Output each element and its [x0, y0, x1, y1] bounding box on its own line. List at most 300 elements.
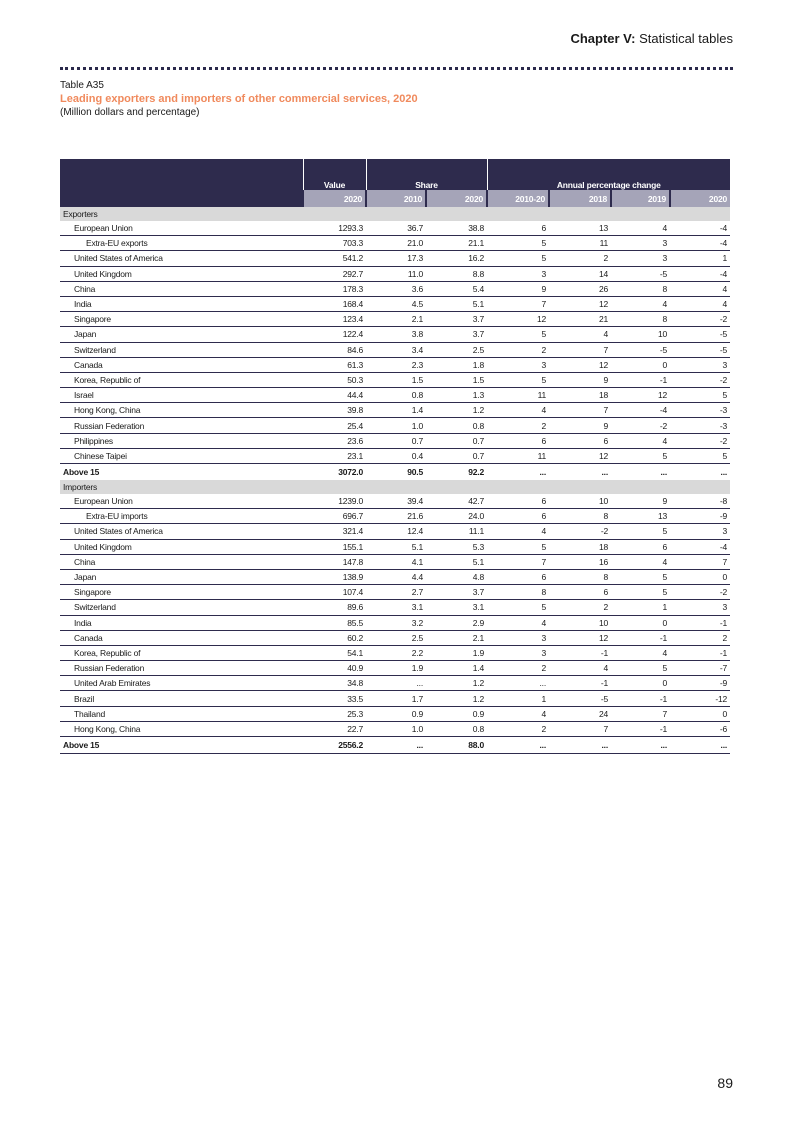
cell-value: 2 [549, 251, 611, 266]
cell-value: 3 [670, 600, 730, 615]
cell-value: 26 [549, 281, 611, 296]
subheader-blank [60, 190, 303, 207]
cell-value: 4.5 [366, 296, 426, 311]
total-value: 3072.0 [303, 464, 366, 481]
cell-value: -2 [670, 585, 730, 600]
cell-value: 9 [549, 372, 611, 387]
cell-value: 11 [549, 236, 611, 251]
header-annual-change: Annual percentage change [487, 159, 730, 190]
row-label: Switzerland [60, 342, 303, 357]
table-row [60, 236, 730, 251]
cell-value: 84.6 [303, 342, 366, 357]
row-label: Hong Kong, China [74, 723, 141, 734]
cell-value: 1.4 [366, 403, 426, 418]
cell-value: 34.8 [303, 676, 366, 691]
cell-value: 6 [549, 433, 611, 448]
cell-value: 1.5 [366, 372, 426, 387]
cell-value: 6 [487, 569, 549, 584]
cell-value: 0.8 [366, 388, 426, 403]
table-row [60, 418, 730, 433]
cell-value: 12 [549, 357, 611, 372]
cell-value: 2 [549, 600, 611, 615]
table-row [60, 281, 730, 296]
cell-value: 17.3 [366, 251, 426, 266]
cell-value: 1.9 [366, 661, 426, 676]
cell-value: 6 [487, 221, 549, 236]
row-label: India [60, 296, 303, 311]
row-label: European Union [60, 221, 303, 236]
table-row [60, 706, 730, 721]
cell-value: 21 [549, 312, 611, 327]
cell-value: 4.8 [426, 569, 487, 584]
cell-value: 25.4 [303, 418, 366, 433]
cell-value: 2.1 [426, 630, 487, 645]
cell-value: 0.8 [426, 418, 487, 433]
cell-value: 54.1 [303, 645, 366, 660]
cell-value: 6 [487, 494, 549, 509]
table-row [60, 600, 730, 615]
table-row [60, 221, 730, 236]
row-label: Japan [60, 569, 303, 584]
cell-value: 5 [487, 236, 549, 251]
cell-value: 5.1 [366, 539, 426, 554]
cell-value: 0 [670, 569, 730, 584]
cell-value: 7 [670, 554, 730, 569]
cell-value: 11.1 [426, 524, 487, 539]
cell-value: 2.7 [366, 585, 426, 600]
cell-value: 1.5 [426, 372, 487, 387]
table-row [60, 266, 730, 281]
cell-value: -3 [670, 418, 730, 433]
cell-value: 50.3 [303, 372, 366, 387]
cell-value: 9 [549, 418, 611, 433]
row-label: Korea, Republic of [60, 372, 303, 387]
table-row [60, 327, 730, 342]
cell-value: 5 [611, 524, 670, 539]
row-label: Philippines [60, 433, 303, 448]
row-label: Switzerland [60, 600, 303, 615]
row-label: China [60, 554, 303, 569]
cell-value: 1239.0 [303, 494, 366, 509]
cell-value: 1293.3 [303, 221, 366, 236]
cell-value: 2 [487, 342, 549, 357]
header-value: Value [303, 159, 366, 190]
cell-value: 12 [611, 388, 670, 403]
cell-value: 60.2 [303, 630, 366, 645]
cell-value: 3 [487, 645, 549, 660]
cell-value: 1.9 [426, 645, 487, 660]
cell-value: -1 [611, 372, 670, 387]
cell-value: 5.1 [426, 554, 487, 569]
cell-value: 3 [487, 357, 549, 372]
cell-value: -2 [670, 433, 730, 448]
cell-value: 18 [549, 539, 611, 554]
cell-value: 168.4 [303, 296, 366, 311]
cell-value: 40.9 [303, 661, 366, 676]
table-row [60, 494, 730, 509]
total-value: ... [366, 737, 426, 754]
cell-value: 0 [611, 357, 670, 372]
subheader-year: 2010-20 [487, 190, 549, 207]
cell-value: -1 [611, 630, 670, 645]
table-row [60, 388, 730, 403]
table-row [60, 539, 730, 554]
cell-value: 0.9 [366, 706, 426, 721]
section-label: Importers [60, 480, 730, 494]
cell-value: 1.2 [426, 691, 487, 706]
dotted-divider [60, 67, 733, 70]
total-label: Above 15 [60, 737, 303, 754]
cell-value: 1.2 [426, 676, 487, 691]
cell-value: 5 [487, 600, 549, 615]
cell-value: 3 [611, 236, 670, 251]
cell-value: -1 [659, 723, 667, 734]
cell-value: 1.3 [426, 388, 487, 403]
subheader-year: 2019 [611, 190, 670, 207]
table-row [60, 312, 730, 327]
cell-value: -7 [670, 661, 730, 676]
table-row [60, 721, 730, 736]
cell-value: 4 [611, 554, 670, 569]
importers-section [60, 480, 730, 754]
cell-value: 12 [549, 630, 611, 645]
cell-value: 4.1 [366, 554, 426, 569]
total-value: ... [670, 464, 730, 481]
cell-value: 21.0 [366, 236, 426, 251]
cell-value: -4 [670, 236, 730, 251]
cell-value: -2 [670, 372, 730, 387]
row-label: Canada [60, 357, 303, 372]
cell-value: 23.6 [303, 433, 366, 448]
cell-value: 18 [549, 388, 611, 403]
cell-value: 21.6 [366, 509, 426, 524]
cell-value: 7 [549, 403, 611, 418]
cell-value: 5 [611, 661, 670, 676]
header-blank [60, 159, 303, 190]
cell-value: -9 [670, 509, 730, 524]
cell-value: -2 [611, 418, 670, 433]
cell-value: 16 [549, 554, 611, 569]
cell-value: 2.5 [366, 630, 426, 645]
table-row [60, 661, 730, 676]
row-label: United Kingdom [60, 539, 303, 554]
cell-value: 1.4 [426, 661, 487, 676]
cell-value: 1.8 [426, 357, 487, 372]
cell-value: -9 [670, 676, 730, 691]
table-row [60, 676, 730, 691]
cell-value: 4 [611, 296, 670, 311]
cell-value: 9 [611, 494, 670, 509]
cell-value: 1 [487, 691, 549, 706]
cell-value: 42.7 [426, 494, 487, 509]
cell-value: -5 [670, 342, 730, 357]
row-label: United States of America [60, 524, 303, 539]
cell-value: 0 [611, 615, 670, 630]
cell-value: 89.6 [303, 600, 366, 615]
cell-value: 5 [611, 585, 670, 600]
cell-value: 38.8 [426, 221, 487, 236]
total-value: 92.2 [426, 464, 487, 481]
table-row [60, 615, 730, 630]
cell-value: 8 [487, 585, 549, 600]
row-label: Extra-EU imports [60, 509, 303, 524]
cell-value: 4 [549, 327, 611, 342]
cell-value: 4 [611, 645, 670, 660]
cell-value: 0.8 [472, 723, 484, 734]
cell-value: 2 [487, 661, 549, 676]
cell-value: 5 [487, 251, 549, 266]
cell-value: -1 [549, 645, 611, 660]
cell-value: 9 [487, 281, 549, 296]
cell-value: 5 [487, 327, 549, 342]
total-value: 88.0 [426, 737, 487, 754]
table-row [60, 630, 730, 645]
cell-value: 6 [611, 539, 670, 554]
table-row [60, 554, 730, 569]
total-value: ... [670, 737, 730, 754]
cell-value: 39.8 [303, 403, 366, 418]
cell-value: 123.4 [303, 312, 366, 327]
table-row [60, 448, 730, 463]
cell-value: 2 [541, 723, 546, 734]
cell-value: 12.4 [366, 524, 426, 539]
cell-value: 4 [487, 706, 549, 721]
cell-value: 5.4 [426, 281, 487, 296]
cell-value: 4 [611, 221, 670, 236]
cell-value: 3.7 [426, 327, 487, 342]
table-row [60, 342, 730, 357]
cell-value: 7 [487, 554, 549, 569]
cell-value: 5.3 [426, 539, 487, 554]
cell-value: ... [366, 676, 426, 691]
cell-value: 44.4 [303, 388, 366, 403]
page-number: 89 [717, 1075, 733, 1091]
table-row [60, 645, 730, 660]
cell-value: 8 [549, 569, 611, 584]
table-unit: (Million dollars and percentage) [60, 107, 200, 118]
cell-value: 6 [549, 585, 611, 600]
cell-value: -1 [670, 645, 730, 660]
cell-value: 5 [662, 450, 667, 461]
cell-value: 5 [670, 388, 730, 403]
cell-value: -1 [611, 691, 670, 706]
cell-value: 4 [487, 524, 549, 539]
cell-value: 541.2 [303, 251, 366, 266]
row-label: Extra-EU exports [60, 236, 303, 251]
cell-value: ... [487, 676, 549, 691]
total-value: ... [611, 737, 670, 754]
cell-value: 5.1 [426, 296, 487, 311]
table-row [60, 524, 730, 539]
cell-value: -1 [549, 676, 611, 691]
cell-value: 6 [487, 433, 549, 448]
cell-value: 0 [611, 676, 670, 691]
cell-value: -6 [719, 723, 728, 734]
cell-value: -1 [670, 615, 730, 630]
table-row [60, 296, 730, 311]
cell-value: 2.1 [366, 312, 426, 327]
cell-value: 10 [611, 327, 670, 342]
cell-value: -5 [611, 342, 670, 357]
cell-value: 155.1 [303, 539, 366, 554]
cell-value: 25.3 [303, 706, 366, 721]
cell-value: 23.1 [347, 450, 363, 461]
cell-value: 1.2 [426, 403, 487, 418]
total-value: ... [611, 464, 670, 481]
cell-value: 1 [670, 251, 730, 266]
cell-value: 8 [549, 509, 611, 524]
chapter-heading: Chapter V: Statistical tables [570, 31, 733, 46]
cell-value: 6 [487, 509, 549, 524]
cell-value: 147.8 [303, 554, 366, 569]
row-label: Singapore [60, 312, 303, 327]
cell-value: -12 [670, 691, 730, 706]
cell-value: 3 [487, 630, 549, 645]
table-row [60, 691, 730, 706]
cell-value: 2.2 [366, 645, 426, 660]
table-row [60, 372, 730, 387]
cell-value: 11.0 [366, 266, 426, 281]
row-label: Singapore [60, 585, 303, 600]
cell-value: 13 [611, 509, 670, 524]
cell-value: 107.4 [303, 585, 366, 600]
cell-value: 16.2 [426, 251, 487, 266]
cell-value: 12 [487, 312, 549, 327]
cell-value: 7 [487, 296, 549, 311]
cell-value: 12 [598, 450, 608, 461]
cell-value: 178.3 [303, 281, 366, 296]
cell-value: 5 [611, 569, 670, 584]
table-row [60, 509, 730, 524]
cell-value: 7 [611, 706, 670, 721]
cell-value: -8 [670, 494, 730, 509]
total-row [60, 737, 730, 754]
cell-value: 0.4 [411, 450, 423, 461]
table-id: Table A35 [60, 80, 104, 91]
cell-value: 8 [611, 312, 670, 327]
cell-value: 11 [487, 388, 549, 403]
cell-value: -4 [670, 539, 730, 554]
row-label: China [60, 281, 303, 296]
cell-value: 321.4 [303, 524, 366, 539]
cell-value: 10 [549, 494, 611, 509]
subheader-year: 2010 [366, 190, 426, 207]
cell-value: 3.7 [426, 312, 487, 327]
cell-value: 12 [549, 296, 611, 311]
row-label: United States of America [60, 251, 303, 266]
cell-value: -5 [549, 691, 611, 706]
cell-value: 1.0 [411, 723, 423, 734]
header-share: Share [366, 159, 487, 190]
row-label: Brazil [60, 691, 303, 706]
cell-value: 5 [722, 450, 728, 461]
cell-value: 8.8 [426, 266, 487, 281]
row-label: United Arab Emirates [60, 676, 303, 691]
cell-value: 0.7 [366, 433, 426, 448]
total-row [60, 464, 730, 481]
cell-value: 8 [611, 281, 670, 296]
cell-value: 21.1 [426, 236, 487, 251]
row-label: Korea, Republic of [60, 645, 303, 660]
cell-value: -3 [670, 403, 730, 418]
cell-value: 2 [670, 630, 730, 645]
cell-value: 4 [487, 615, 549, 630]
cell-value: 3.4 [366, 342, 426, 357]
cell-value: 0 [670, 706, 730, 721]
cell-value: 0.7 [426, 433, 487, 448]
subheader-year: 2020 [303, 190, 366, 207]
cell-value: 0.7 [472, 450, 484, 461]
cell-value: 3.1 [426, 600, 487, 615]
cell-value: 13 [549, 221, 611, 236]
cell-value: 0.9 [426, 706, 487, 721]
cell-value: 5 [487, 372, 549, 387]
cell-value: 3.1 [366, 600, 426, 615]
cell-value: 3 [670, 357, 730, 372]
cell-value: 85.5 [303, 615, 366, 630]
total-value: 90.5 [366, 464, 426, 481]
cell-value: 696.7 [303, 509, 366, 524]
row-label: Hong Kong, China [60, 403, 303, 418]
table-row [60, 433, 730, 448]
total-value: ... [549, 737, 611, 754]
cell-value: 39.4 [366, 494, 426, 509]
cell-value: 4 [670, 281, 730, 296]
cell-value: -4 [670, 221, 730, 236]
row-label: European Union [60, 494, 303, 509]
cell-value: 3.8 [366, 327, 426, 342]
cell-value: 292.7 [303, 266, 366, 281]
cell-value: 122.4 [303, 327, 366, 342]
cell-value: 22.7 [347, 723, 363, 734]
cell-value: 1.7 [366, 691, 426, 706]
cell-value: 2.3 [366, 357, 426, 372]
cell-value: 3 [611, 251, 670, 266]
cell-value: 11 [537, 450, 546, 461]
total-value: ... [487, 464, 549, 481]
total-value: ... [549, 464, 611, 481]
cell-value: 61.3 [303, 357, 366, 372]
cell-value: -5 [611, 266, 670, 281]
total-value: ... [487, 737, 549, 754]
cell-value: 138.9 [303, 569, 366, 584]
cell-value: 36.7 [366, 221, 426, 236]
cell-value: 5 [487, 539, 549, 554]
cell-value: 4.4 [366, 569, 426, 584]
exporters-section [60, 207, 730, 480]
cell-value: 4 [611, 433, 670, 448]
cell-value: 4 [487, 403, 549, 418]
cell-value: -4 [670, 266, 730, 281]
subheader-year: 2020 [426, 190, 487, 207]
row-label: Chinese Taipei [74, 450, 127, 461]
cell-value: -2 [549, 524, 611, 539]
table-row [60, 357, 730, 372]
cell-value: 4 [549, 661, 611, 676]
row-label: Canada [60, 630, 303, 645]
cell-value: 1 [611, 600, 670, 615]
row-label: Israel [60, 388, 303, 403]
cell-value: 3 [487, 266, 549, 281]
cell-value: 3.6 [366, 281, 426, 296]
row-label: Russian Federation [60, 661, 303, 676]
cell-value: -2 [670, 312, 730, 327]
row-label: India [60, 615, 303, 630]
section-label: Exporters [60, 207, 730, 221]
cell-value: 703.3 [303, 236, 366, 251]
table-row [60, 251, 730, 266]
cell-value: 2 [487, 418, 549, 433]
